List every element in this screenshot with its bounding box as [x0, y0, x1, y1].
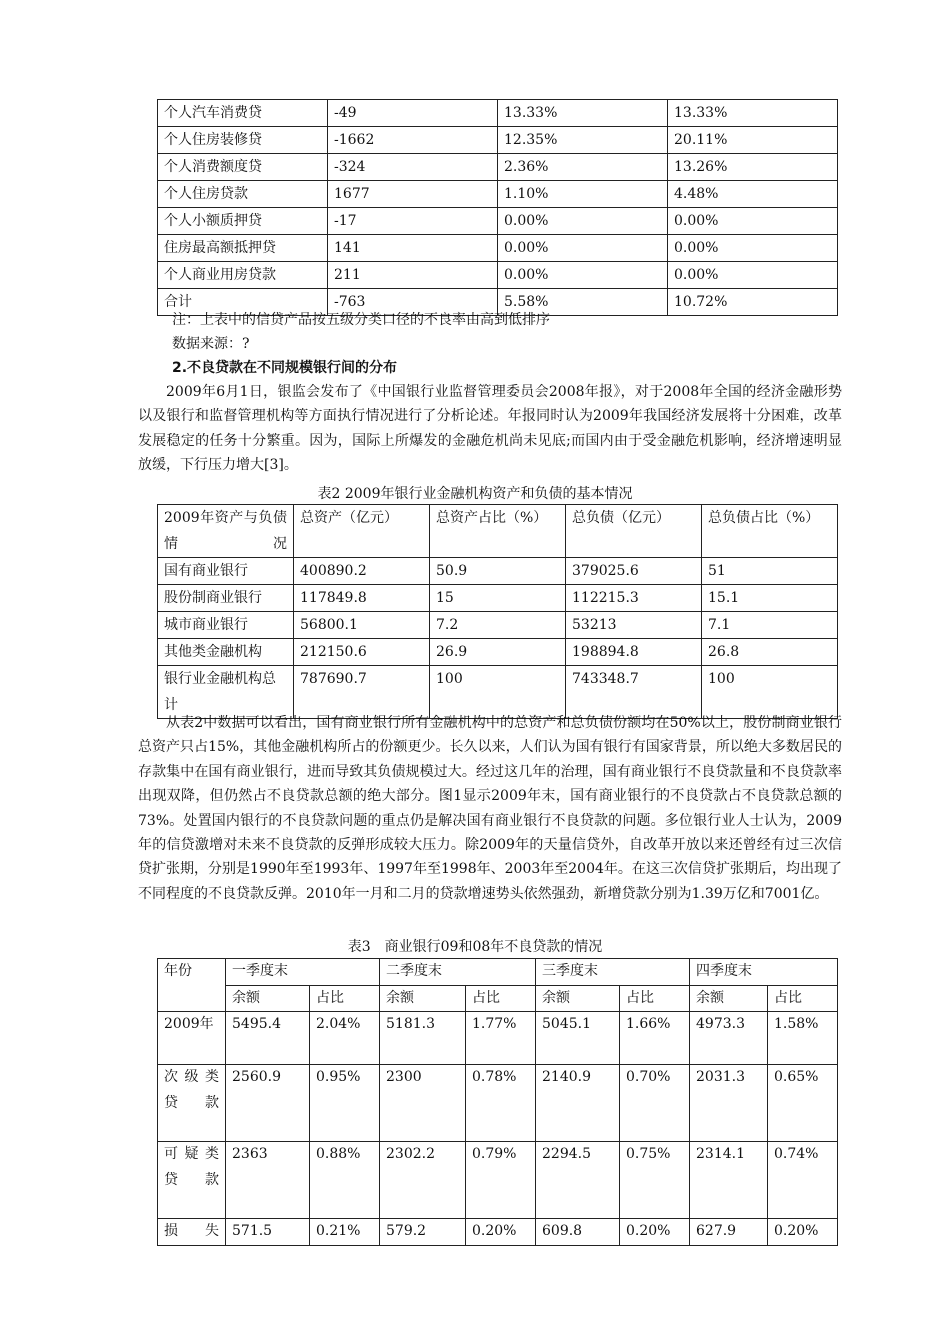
- paragraph: 从表2中数据可以看出，国有商业银行所有金融机构中的总资产和总负债份额均在50%以上，股份制商业银行总资产只占15%，其他金融机构所占的份额更少。长久以来，人们认为国有银行有国家背景，所以绝大多数居民的存款集中在国有商业银行，进而导致其负债规模过大。经过这几年的治理，国有商业银行不良贷款量和不良贷款率出现双降，但仍然占不良贷款总额的绝大部分。图1显示2009年末，国有商业银行的不良贷款占不良贷款总额的73%。处置国内银行的不良贷款问题的重点仍是解决国有商业银行不良贷款的问题。多位银行业人士认为，2009年的信贷激增对未来不良贷款的反弹形成较大压力。除2009年的天量信贷外，自改革开放以来还曾经有过三次信贷扩张期，分别是1990年至1993年、1997年至1998年、2003年至2004年。在这三次信贷扩张期后，均出现了不同程度的不良贷款反弹。2010年一月和二月的贷款增速势头依然强劲，新增贷款分别为1.39万亿和7001亿。: [138, 715, 842, 902]
- table-loan-products: [157, 99, 838, 316]
- table-cell: 2031.3: [690, 1065, 768, 1142]
- table-header-cell: 总资产（亿元）: [294, 505, 430, 558]
- table-row: [158, 154, 838, 181]
- table-cell: 627.9: [690, 1219, 768, 1246]
- table-row: [158, 1065, 838, 1142]
- table-cell: 15: [430, 585, 566, 612]
- table-row: [158, 208, 838, 235]
- table-cell: 银行业金融机构总计: [158, 666, 294, 719]
- table-cell: 56800.1: [294, 612, 430, 639]
- subheader-cell: 余额: [536, 985, 620, 1012]
- table-row: [158, 181, 838, 208]
- table-cell: -1662: [328, 127, 498, 154]
- table-cell: 2.04%: [310, 1012, 380, 1065]
- table-cell: 379025.6: [566, 558, 702, 585]
- table-cell: 4973.3: [690, 1012, 768, 1065]
- table-cell: 0.00%: [668, 235, 838, 262]
- table-header-row: [158, 505, 838, 558]
- table-cell: 12.35%: [498, 127, 668, 154]
- table-corner-cell: 年份: [158, 959, 226, 1012]
- table-cell: 个人小额质押贷: [158, 208, 328, 235]
- quarter-header: 四季度末: [690, 959, 838, 986]
- data-source: 数据来源：?: [172, 336, 250, 352]
- table-cell: 其他类金融机构: [158, 639, 294, 666]
- table-cell: 7.2: [430, 612, 566, 639]
- table-subheader-row: [158, 985, 838, 1012]
- table-note: 注：上表中的信贷产品按五级分类口径的不良率由高到低排序: [172, 312, 550, 328]
- table-header-cell: 总负债占比（%）: [702, 505, 838, 558]
- table-cell: 571.5: [226, 1219, 310, 1246]
- table-cell: 4.48%: [668, 181, 838, 208]
- table-cell: 1.77%: [466, 1012, 536, 1065]
- subheader-cell: 余额: [380, 985, 466, 1012]
- row-label: 可疑类贷款: [158, 1142, 226, 1219]
- table-cell: 100: [702, 666, 838, 719]
- subheader-cell: 余额: [226, 985, 310, 1012]
- table-row: [158, 1142, 838, 1219]
- table-cell: 609.8: [536, 1219, 620, 1246]
- subheader-cell: 占比: [310, 985, 380, 1012]
- table-cell: 26.9: [430, 639, 566, 666]
- table-cell: 579.2: [380, 1219, 466, 1246]
- table-cell: 0.88%: [310, 1142, 380, 1219]
- row-label: 次级类贷款: [158, 1065, 226, 1142]
- table-cell: 7.1: [702, 612, 838, 639]
- row-label: 损失: [158, 1219, 226, 1246]
- table-caption: 表3 商业银行09和08年不良贷款的情况: [347, 939, 603, 955]
- table-cell: 13.33%: [668, 100, 838, 127]
- table-cell: 15.1: [702, 585, 838, 612]
- table-cell: 112215.3: [566, 585, 702, 612]
- table-cell: 141: [328, 235, 498, 262]
- quarter-header: 三季度末: [536, 959, 690, 986]
- table-cell: 0.20%: [466, 1219, 536, 1246]
- table-cell: 2314.1: [690, 1142, 768, 1219]
- table-cell: 13.33%: [498, 100, 668, 127]
- table-cell: 0.20%: [620, 1219, 690, 1246]
- table-cell: 2.36%: [498, 154, 668, 181]
- table-cell: 743348.7: [566, 666, 702, 719]
- table-cell: 51: [702, 558, 838, 585]
- table-row: [158, 558, 838, 585]
- subheader-cell: 占比: [620, 985, 690, 1012]
- table-row: [158, 1219, 838, 1246]
- table-cell: 股份制商业银行: [158, 585, 294, 612]
- row-label: 2009年: [158, 1012, 226, 1065]
- table-cell: -763: [328, 289, 498, 316]
- table-cell: 10.72%: [668, 289, 838, 316]
- table-cell: 2302.2: [380, 1142, 466, 1219]
- table-header-row: [158, 959, 838, 986]
- table-cell: -324: [328, 154, 498, 181]
- table-cell: 2294.5: [536, 1142, 620, 1219]
- quarter-header: 二季度末: [380, 959, 536, 986]
- table-cell: 个人住房贷款: [158, 181, 328, 208]
- table-cell: 1.10%: [498, 181, 668, 208]
- table-cell: 0.74%: [768, 1142, 838, 1219]
- table-row: [158, 612, 838, 639]
- table-cell: 787690.7: [294, 666, 430, 719]
- table-cell: 2560.9: [226, 1065, 310, 1142]
- table-cell: 0.70%: [620, 1065, 690, 1142]
- table-cell: 城市商业银行: [158, 612, 294, 639]
- table-row: [158, 585, 838, 612]
- table-cell: 1.58%: [768, 1012, 838, 1065]
- table-cell: -17: [328, 208, 498, 235]
- table-row: [158, 639, 838, 666]
- table-cell: 0.00%: [668, 262, 838, 289]
- table-cell: 13.26%: [668, 154, 838, 181]
- table-cell: 5045.1: [536, 1012, 620, 1065]
- subheader-cell: 余额: [690, 985, 768, 1012]
- table-cell: 50.9: [430, 558, 566, 585]
- table-row: [158, 100, 838, 127]
- table-cell: 0.00%: [668, 208, 838, 235]
- table-cell: 个人住房装修贷: [158, 127, 328, 154]
- subheader-cell: 占比: [768, 985, 838, 1012]
- table-cell: 5181.3: [380, 1012, 466, 1065]
- table-cell: 400890.2: [294, 558, 430, 585]
- section-heading: 2.不良贷款在不同规模银行间的分布: [172, 360, 398, 376]
- table-cell: 211: [328, 262, 498, 289]
- table-cell: 国有商业银行: [158, 558, 294, 585]
- table-cell: 0.65%: [768, 1065, 838, 1142]
- table-cell: 0.95%: [310, 1065, 380, 1142]
- table-cell: 个人汽车消费贷: [158, 100, 328, 127]
- table-npl-quarterly: [157, 958, 838, 1246]
- table-cell: 0.75%: [620, 1142, 690, 1219]
- table-cell: 0.00%: [498, 262, 668, 289]
- table-cell: 2140.9: [536, 1065, 620, 1142]
- table-header-cell: 总资产占比（%）: [430, 505, 566, 558]
- table-caption: 表2 2009年银行业金融机构资产和负债的基本情况: [317, 486, 633, 502]
- table-cell: 0.79%: [466, 1142, 536, 1219]
- table-cell: 2363: [226, 1142, 310, 1219]
- table-cell: 2300: [380, 1065, 466, 1142]
- table-cell: 20.11%: [668, 127, 838, 154]
- quarter-header: 一季度末: [226, 959, 380, 986]
- table-header-cell: 2009年资产与负债情况: [158, 505, 294, 558]
- table-cell: 0.21%: [310, 1219, 380, 1246]
- table-cell: 212150.6: [294, 639, 430, 666]
- table-row: [158, 1012, 838, 1065]
- table-header-cell: 总负债（亿元）: [566, 505, 702, 558]
- table-cell: -49: [328, 100, 498, 127]
- table-cell: 住房最高额抵押贷: [158, 235, 328, 262]
- table-row: [158, 235, 838, 262]
- table-cell: 0.00%: [498, 208, 668, 235]
- table-cell: 100: [430, 666, 566, 719]
- table-cell: 0.00%: [498, 235, 668, 262]
- table-cell: 1.66%: [620, 1012, 690, 1065]
- table-cell: 26.8: [702, 639, 838, 666]
- table-row: [158, 127, 838, 154]
- table-cell: 个人消费额度贷: [158, 154, 328, 181]
- table-cell: 个人商业用房贷款: [158, 262, 328, 289]
- table-cell: 5.58%: [498, 289, 668, 316]
- table-cell: 5495.4: [226, 1012, 310, 1065]
- table-row: [158, 262, 838, 289]
- paragraph: 2009年6月1日，银监会发布了《中国银行业监督管理委员会2008年报》，对于2008年全国的经济金融形势以及银行和监督管理机构等方面执行情况进行了分析论述。年报同时认为2009年我国经济发展将十分困难，改革发展稳定的任务十分繁重。因为，国际上所爆发的金融危机尚未见底;而国内由于受金融危机影响，经济增速明显放缓，下行压力增大[3]。: [138, 384, 842, 474]
- table-cell: 0.20%: [768, 1219, 838, 1246]
- table-cell: 53213: [566, 612, 702, 639]
- subheader-cell: 占比: [466, 985, 536, 1012]
- table-bank-assets: [157, 504, 838, 719]
- table-cell: 合计: [158, 289, 328, 316]
- table-cell: 117849.8: [294, 585, 430, 612]
- table-cell: 198894.8: [566, 639, 702, 666]
- table-cell: 1677: [328, 181, 498, 208]
- table-cell: 0.78%: [466, 1065, 536, 1142]
